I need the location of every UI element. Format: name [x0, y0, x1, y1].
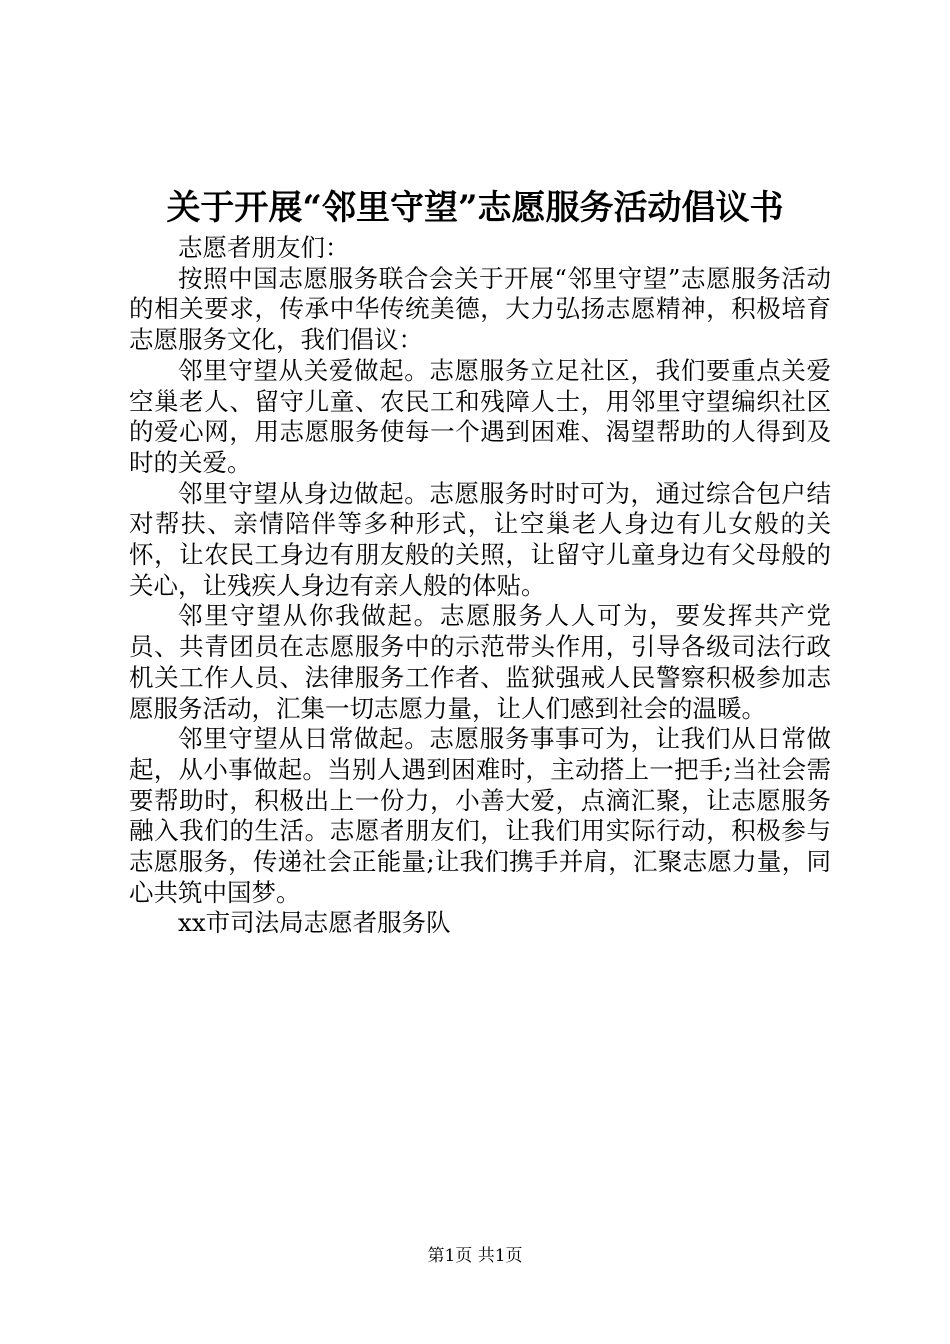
paragraph-intro: 按照中国志愿服务联合会关于开展“邻里守望”志愿服务活动的相关要求，传承中华传统美德，大力弘扬志愿精神，积极培育志愿服务文化，我们倡议： [129, 263, 831, 355]
paragraph-care: 邻里守望从关爱做起。志愿服务立足社区，我们要重点关爱空巢老人、留守儿童、农民工和残障人士，用邻里守望编织社区的爱心网，用志愿服务使每一个遇到困难、渴望帮助的人得到及时的关爱。 [129, 355, 831, 477]
paragraph-everyone: 邻里守望从你我做起。志愿服务人人可为，要发挥共产党员、共青团员在志愿服务中的示范带头作用，引导各级司法行政机关工作人员、法律服务工作者、监狱强戒人民警察积极参加志愿服务活动，汇集一切志愿力量，让人们感到社会的温暖。 [129, 601, 831, 723]
salutation: 志愿者朋友们： [178, 233, 350, 262]
page-number: 第1页 共1页 [427, 1246, 523, 1266]
document-title: 关于开展“邻里守望”志愿服务活动倡议书 [166, 188, 784, 228]
paragraph-daily: 邻里守望从日常做起。志愿服务事事可为，让我们从日常做起，从小事做起。当别人遇到困难时，主动搭上一把手;当社会需要帮助时，积极出上一份力，小善大爱，点滴汇聚，让志愿服务融入我们的生活。志愿者朋友们，让我们用实际行动，积极参与志愿服务，传递社会正能量;让我们携手并肩，汇聚志愿力量，同心共筑中国梦。 [129, 724, 831, 907]
paragraph-nearby: 邻里守望从身边做起。志愿服务时时可为，通过综合包户结对帮扶、亲情陪伴等多种形式，让空巢老人身边有儿女般的关怀，让农民工身边有朋友般的关照，让留守儿童身边有父母般的关心，让残疾人身边有亲人般的体贴。 [129, 478, 831, 600]
document-body [129, 233, 831, 939]
signature: xx市司法局志愿者服务队 [178, 908, 451, 938]
